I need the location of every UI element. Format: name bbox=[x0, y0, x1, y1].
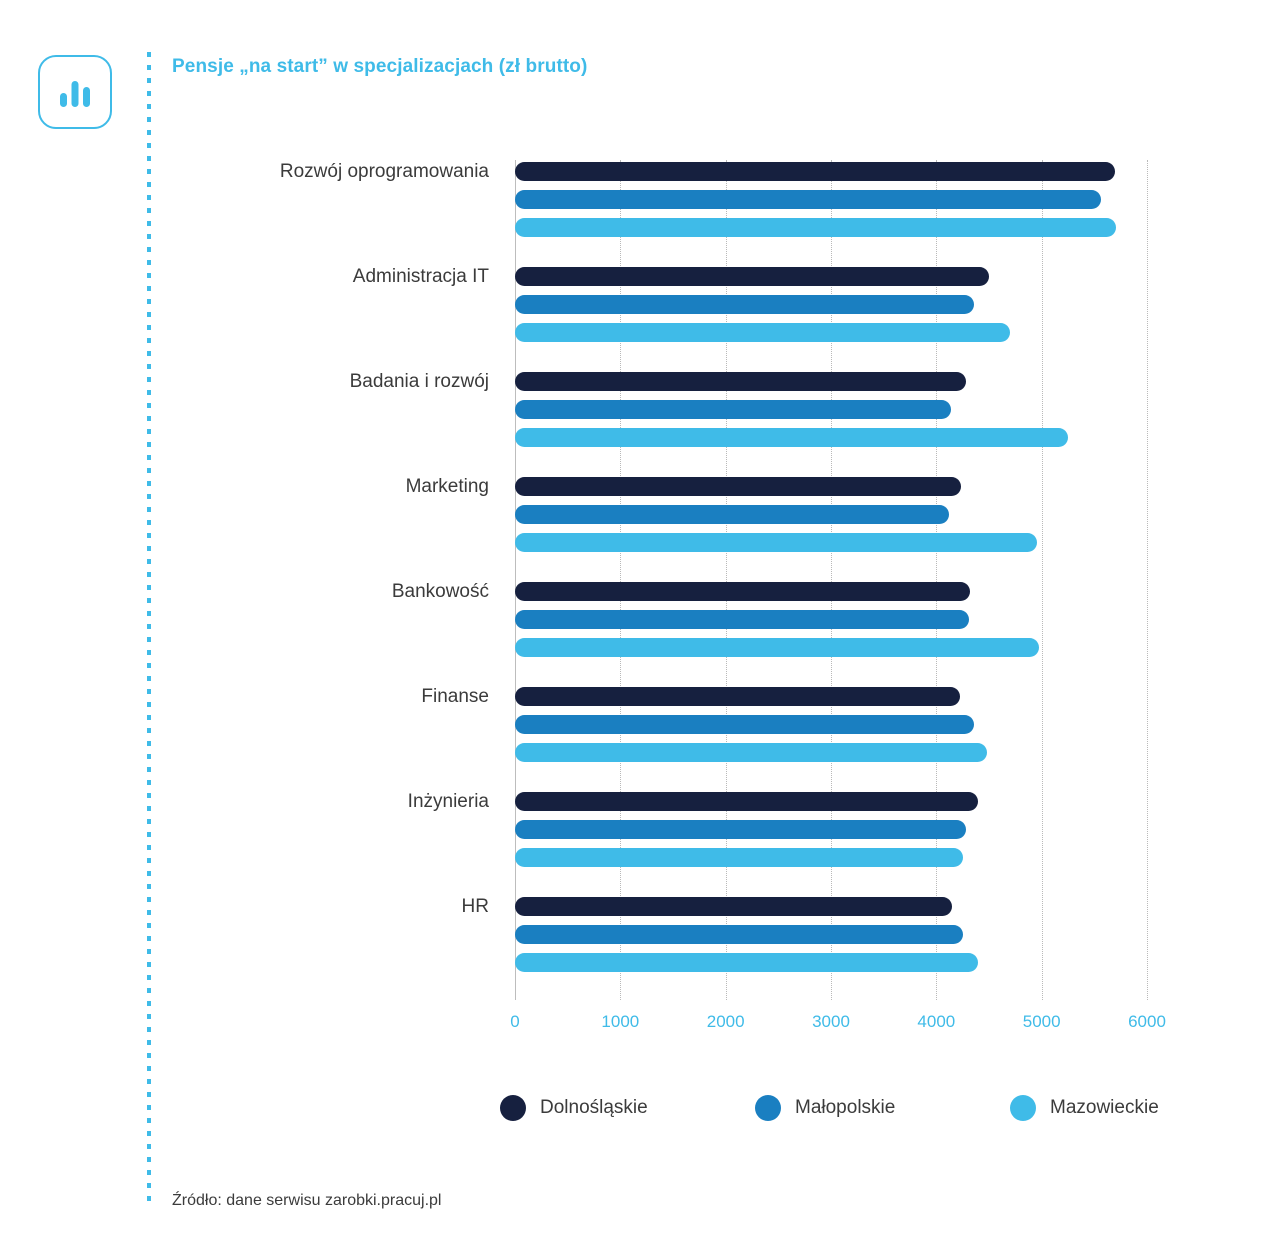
category-label: Finanse bbox=[421, 686, 489, 707]
bar bbox=[515, 477, 961, 496]
bar bbox=[515, 610, 969, 629]
chart-container bbox=[172, 140, 1232, 1040]
bar-chart-icon bbox=[38, 55, 112, 129]
legend-label: Dolnośląskie bbox=[540, 1097, 648, 1118]
bar-group bbox=[515, 475, 1147, 580]
bar bbox=[515, 295, 974, 314]
legend-item[interactable] bbox=[755, 1095, 895, 1121]
category-label: HR bbox=[461, 896, 489, 917]
legend-label: Małopolskie bbox=[795, 1097, 896, 1118]
legend-item[interactable] bbox=[500, 1095, 648, 1121]
chart-legend bbox=[500, 1095, 1220, 1145]
bar bbox=[515, 190, 1101, 209]
bar-group bbox=[515, 580, 1147, 685]
x-tick-label: 6000 bbox=[1128, 1012, 1166, 1031]
category-label: Rozwój oprogramowania bbox=[279, 161, 489, 182]
bar bbox=[515, 267, 989, 286]
legend-swatch-icon bbox=[500, 1095, 526, 1121]
gridline bbox=[1147, 160, 1149, 1000]
plot-area bbox=[515, 160, 1147, 1000]
dotted-divider bbox=[147, 52, 151, 1202]
bar bbox=[515, 792, 978, 811]
bar bbox=[515, 582, 970, 601]
bar bbox=[515, 848, 963, 867]
bar bbox=[515, 218, 1116, 237]
bar-group bbox=[515, 685, 1147, 790]
bar bbox=[515, 162, 1115, 181]
x-tick-label: 4000 bbox=[917, 1012, 956, 1031]
x-tick-label: 3000 bbox=[812, 1012, 850, 1031]
bar-group bbox=[515, 370, 1147, 475]
bar-group bbox=[515, 160, 1147, 265]
legend-label: Mazowieckie bbox=[1050, 1097, 1159, 1118]
bar bbox=[515, 428, 1068, 447]
bar-group bbox=[515, 895, 1147, 1000]
bar bbox=[515, 505, 949, 524]
x-tick-label: 2000 bbox=[706, 1012, 745, 1031]
bar bbox=[515, 820, 966, 839]
x-tick-label: 5000 bbox=[1022, 1012, 1061, 1031]
category-label: Bankowość bbox=[391, 581, 489, 602]
category-label: Inżynieria bbox=[407, 791, 489, 812]
bar bbox=[515, 897, 952, 916]
bar bbox=[515, 400, 951, 419]
legend-item[interactable] bbox=[1010, 1095, 1159, 1121]
left-rail bbox=[0, 0, 150, 1248]
x-tick-label: 0 bbox=[510, 1012, 520, 1031]
bar bbox=[515, 323, 1010, 342]
bar bbox=[515, 925, 963, 944]
category-axis bbox=[172, 160, 502, 1000]
x-tick-label: 1000 bbox=[601, 1012, 640, 1031]
bar bbox=[515, 687, 960, 706]
category-label: Administracja IT bbox=[352, 266, 489, 287]
category-label: Badania i rozwój bbox=[349, 371, 489, 392]
category-label: Marketing bbox=[405, 476, 489, 497]
bar bbox=[515, 715, 974, 734]
bar bbox=[515, 372, 966, 391]
bar-group bbox=[515, 265, 1147, 370]
bar bbox=[515, 533, 1037, 552]
x-axis-ticks bbox=[510, 1012, 1166, 1042]
bar bbox=[515, 953, 978, 972]
page-title: Pensje „na start” w specjalizacjach (zł brutto) bbox=[172, 56, 588, 77]
bar bbox=[515, 743, 987, 762]
bar-group bbox=[515, 790, 1147, 895]
bar-groups bbox=[515, 160, 1147, 1000]
legend-swatch-icon bbox=[755, 1095, 781, 1121]
source-note: Źródło: dane serwisu zarobki.pracuj.pl bbox=[172, 1192, 442, 1209]
legend-swatch-icon bbox=[1010, 1095, 1036, 1121]
bar bbox=[515, 638, 1039, 657]
